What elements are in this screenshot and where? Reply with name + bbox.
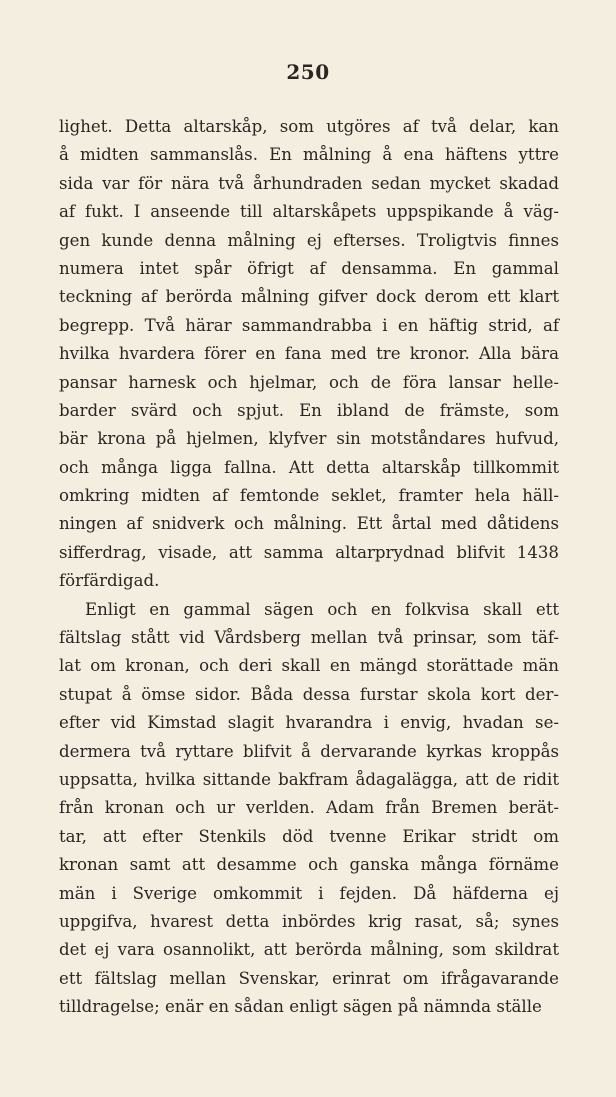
- text-line: fältslag stått vid Vårdsberg mellan två prinsar, som täf-: [59, 628, 559, 648]
- body-text: [59, 113, 559, 1022]
- text-line: omkring midten af femtonde seklet, framter hela häll-: [59, 486, 559, 506]
- text-line: ett fältslag mellan Svenskar, erinrat om ifrågavarande: [59, 968, 559, 988]
- text-line: gen kunde denna målning ej efterses. Troligtvis finnes: [59, 230, 559, 250]
- text-line: uppsatta, hvilka sittande bakfram ådagalägga, att de ridit: [59, 769, 559, 789]
- text-line: af fukt. I anseende till altarskåpets uppspikande å väg-: [59, 202, 559, 222]
- text-line: ningen af snidverk och målning. Ett årtal med dåtidens: [59, 514, 559, 534]
- page-number: 250: [286, 60, 330, 84]
- text-line: hvilka hvardera förer en fana med tre kronor. Alla bära: [59, 344, 559, 364]
- text-line: dermera två ryttare blifvit å dervarande kyrkas kroppås: [59, 741, 559, 761]
- text-line: sifferdrag, visade, att samma altarprydnad blifvit 1438: [59, 542, 559, 562]
- text-line: män i Sverige omkommit i fejden. Då häfderna ej: [59, 883, 559, 903]
- text-line: å midten sammanslås. En målning å ena häftens yttre: [59, 145, 559, 165]
- text-line: det ej vara osannolikt, att berörda målning, som skildrat: [59, 940, 559, 960]
- text-line: tar, att efter Stenkils död tvenne Erikar stridt om: [59, 826, 559, 846]
- text-line: stupat å ömse sidor. Båda dessa furstar skola kort der-: [59, 684, 559, 704]
- text-line: förfärdigad.: [59, 571, 160, 591]
- text-line: efter vid Kimstad slagit hvarandra i envig, hvadan se-: [59, 713, 559, 733]
- text-line: numera intet spår öfrigt af densamma. En gammal: [59, 258, 559, 278]
- text-line: barder svärd och spjut. En ibland de främste, som: [59, 400, 559, 420]
- text-line: sida var för nära två århundraden sedan mycket skadad: [59, 173, 559, 193]
- text-line: kronan samt att desamme och ganska många förnäme: [59, 855, 559, 875]
- text-line: uppgifva, hvarest detta inbördes krig rasat, så; synes: [59, 911, 559, 931]
- text-line: lighet. Detta altarskåp, som utgöres af två delar, kan: [59, 117, 559, 136]
- text-line: tilldragelse; enär en sådan enligt sägen på nämnda ställe: [59, 997, 542, 1017]
- text-line: begrepp. Två härar sammandrabba i en häftig strid, af: [59, 315, 559, 335]
- text-line: lat om kronan, och deri skall en mängd storättade män: [59, 656, 559, 676]
- text-line: Enligt en gammal sägen och en folkvisa skall ett: [85, 599, 559, 619]
- text-line: från kronan och ur verlden. Adam från Bremen berät-: [59, 798, 559, 818]
- text-line: pansar harnesk och hjelmar, och de föra lansar helle-: [59, 372, 559, 392]
- text-line: bär krona på hjelmen, klyfver sin motståndares hufvud,: [59, 429, 559, 449]
- text-line: och många ligga fallna. Att detta altarskåp tillkommit: [59, 457, 559, 477]
- text-line: teckning af berörda målning gifver dock derom ett klart: [59, 287, 559, 307]
